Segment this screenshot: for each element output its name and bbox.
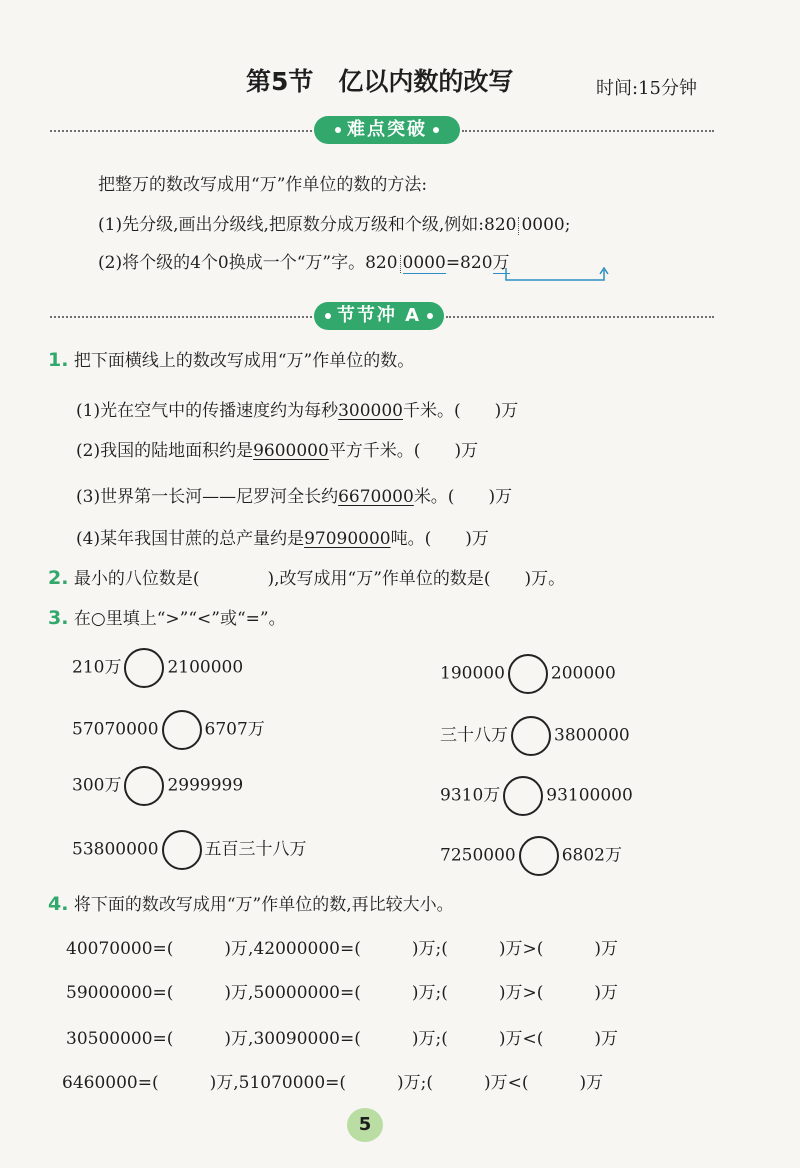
compare-item: 7250000 6802万 [440,836,622,876]
compare-circle[interactable] [162,710,202,750]
question-4: 4. 将下面的数改写成用“万”作单位的数,再比较大小。 [48,893,454,915]
section-label-nandian: 难点突破 [314,116,460,144]
question-4-row: 6460000=( )万,51070000=( )万;( )万<( )万 [62,1073,604,1093]
dot-icon [325,313,331,319]
question-4-row: 30500000=( )万,30090000=( )万;( )万<( )万 [66,1029,618,1049]
compare-item: 53800000 五百三十八万 [72,830,307,870]
section-label-jiejiechong: 节节冲 A [314,302,444,330]
compare-item: 210万 2100000 [72,648,243,688]
question-1-item: (2)我国的陆地面积约是9600000平方千米。( )万 [76,441,479,461]
compare-circle[interactable] [519,836,559,876]
question-1-item: (3)世界第一长河——尼罗河全长约6670000米。( )万 [76,487,513,507]
question-4-row: 59000000=( )万,50000000=( )万;( )万>( )万 [66,983,618,1003]
method-step-2: (2)将个级的4个0换成一个“万”字。820 0000=820万 [98,253,510,273]
compare-circle[interactable] [124,648,164,688]
replace-arrow-icon [500,266,620,286]
compare-item: 三十八万 3800000 [440,716,630,756]
dot-icon [433,127,439,133]
compare-circle[interactable] [511,716,551,756]
compare-circle[interactable] [124,766,164,806]
dotted-rule-right-1 [462,130,714,132]
question-1-item: (4)某年我国甘蔗的总产量约是97090000吨。( )万 [76,529,489,549]
compare-item: 190000 200000 [440,654,616,694]
division-line [400,255,401,273]
question-1: 1. 把下面横线上的数改写成用“万”作单位的数。 [48,349,415,371]
compare-item: 57070000 6707万 [72,710,265,750]
question-1-item: (1)光在空气中的传播速度约为每秒300000千米。( )万 [76,401,519,421]
division-line [518,217,519,235]
compare-item: 9310万 93100000 [440,776,633,816]
dotted-rule-left-1 [50,130,312,132]
compare-circle[interactable] [162,830,202,870]
method-step-1: (1)先分级,画出分级线,把原数分成万级和个级,例如:820 0000; [98,215,571,235]
page-number: 5 [347,1108,383,1142]
compare-item: 300万 2999999 [72,766,243,806]
compare-circle[interactable] [503,776,543,816]
question-4-row: 40070000=( )万,42000000=( )万;( )万>( )万 [66,939,618,959]
method-intro: 把整万的数改写成用“万”作单位的数的方法: [98,175,428,195]
question-3: 3. 在○里填上“>”“<”或“=”。 [48,607,286,629]
page-title: 第5节 亿以内数的改写 [246,67,514,96]
compare-circle[interactable] [508,654,548,694]
time-limit: 时间:15分钟 [596,78,697,99]
dotted-rule-left-2 [50,316,312,318]
dot-icon [335,127,341,133]
dotted-rule-right-2 [446,316,714,318]
dot-icon [427,313,433,319]
question-2: 2. 最小的八位数是( ),改写成用“万”作单位的数是( )万。 [48,567,566,589]
